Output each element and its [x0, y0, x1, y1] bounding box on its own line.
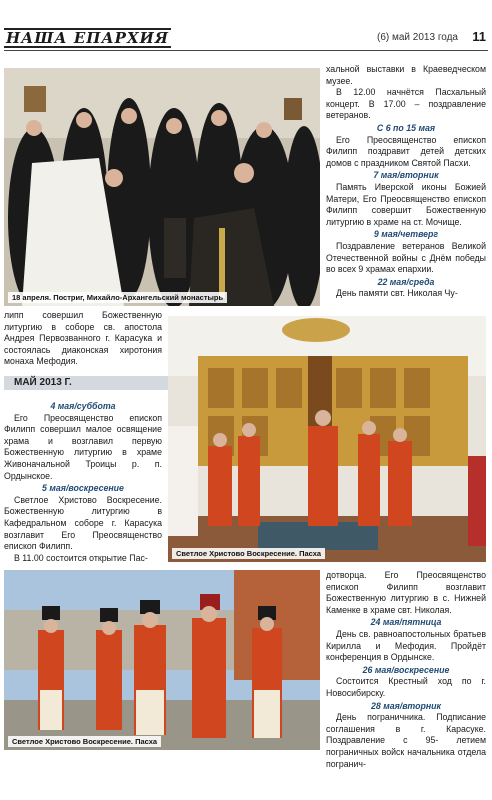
date-heading: 28 мая/вторник [370, 700, 442, 711]
paragraph: В 12.00 начнётся Пасхальный концерт. В 17.00 – поздравление ветеранов. [326, 87, 486, 121]
date-heading: 7 мая/вторник [373, 170, 439, 181]
paragraph: хальной выставки в Краеведческом музее. [326, 64, 486, 86]
paragraph: Его Преосвященство епископ Филипп совершил малое освящение храма и возглавил первую Божественную литургию в храме Живоначальной Троицы р. п. Ордынское. [4, 412, 162, 481]
paragraph: Поздравление ветеранов Великой Отечественной войны с Днём победы во всех 9 храмах епархии. [326, 240, 486, 275]
photo-easter-procession-caption: Светлое Христово Воскресение. Пасха [8, 736, 161, 747]
page-number: 11 [472, 29, 486, 44]
date-heading: 5 мая/воскресение [42, 483, 124, 494]
paragraph: День памяти свт. Николая Чу- [336, 288, 458, 299]
paragraph: Состоится Крестный ход по г. Новосибирску. [326, 676, 486, 698]
photo-tonsure-illustration [4, 68, 320, 306]
paragraph: Память Иверской иконы Божией Матери, Его Преосвященство епископ Филипп совершит Божественную литургию в храме на ст. Мочище. [326, 181, 486, 227]
date-heading: 26 мая/воскресение [362, 664, 450, 675]
date-heading: 22 мая/среда [377, 276, 435, 287]
column-left-intro [4, 310, 162, 368]
column-right-bottom [326, 570, 486, 770]
column-left-may [4, 400, 162, 564]
photo-easter-procession-illustration [4, 570, 320, 750]
issue-date: (6) май 2013 года [377, 32, 458, 43]
month-heading: МАЙ 2013 Г. [4, 376, 168, 390]
column-right-top [326, 64, 486, 300]
newspaper-logo: НАША ЕПАРХИЯ [6, 29, 169, 47]
photo-easter-church-caption: Светлое Христово Воскресение. Пасха [172, 548, 325, 559]
masthead [4, 28, 488, 50]
paragraph: В 11.00 состоится открытие Пас- [14, 552, 148, 563]
date-heading: 4 мая/суббота [50, 401, 116, 411]
paragraph: День св. равноапостольных братьев Кирилла и Мефодия. Пройдёт конференция в Ордынске. [326, 628, 486, 663]
date-heading: 9 мая/четверг [373, 229, 439, 240]
photo-easter-church-illustration [168, 316, 486, 562]
paragraph: Его Преосвященство епископ Филипп поздравит детей детских домов с праздником Святой Пасхи. [326, 134, 486, 168]
paragraph: дотворца. Его Преосвященство епископ Филипп возглавит Божественную литургию в с. Нижней Каменке в храме свт. Николая. [326, 570, 486, 615]
photo-tonsure-caption: 18 апреля. Постриг, Михайло-Архангельский монастырь [8, 292, 227, 303]
paragraph: Светлое Христово Воскресение. Божественную литургию в Кафедральном соборе г. Карасука возглавит Его Преосвященство епископ Филипп. [4, 494, 162, 552]
photo-easter-church [168, 316, 486, 562]
date-heading: С 6 по 15 мая [376, 122, 436, 133]
paragraph: липп совершил Божественную литургию в соборе св. апостола Андрея Первозванного г. Карасука и состоялась диаконская хиротония монаха Мефодия. [4, 310, 162, 367]
photo-tonsure [4, 68, 320, 306]
photo-easter-procession [4, 570, 320, 750]
header-rule [4, 50, 488, 51]
date-heading: 24 мая/пятница [370, 617, 442, 628]
paragraph: День пограничника. Подписание соглашения в г. Карасуке. Поздравление с 95- летием пограничных войск начальника отдела погранич- [326, 712, 486, 769]
